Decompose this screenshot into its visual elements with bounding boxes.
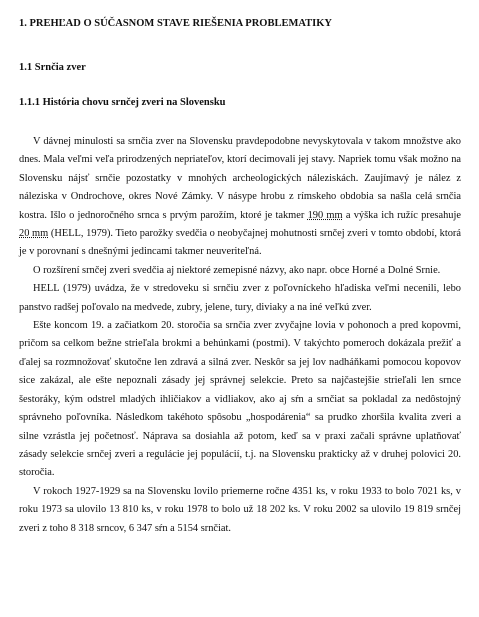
subsection-heading: 1.1.1 História chovu srnčej zveri na Slovensku bbox=[19, 97, 226, 108]
paragraph-place-names: O rozšírení srnčej zveri svedčia aj niektoré zemepisné názvy, ako napr. obce Horné a Dolné Srnie. bbox=[33, 264, 441, 276]
section-heading: 1.1 Srnčia zver bbox=[19, 62, 86, 73]
paragraph-middle-ages: HELL (1979) uvádza, že v stredoveku si srnčiu zver z poľovníckeho hľadiska veľmi necenili, lebo panstvo radšej poľovalo na medvede, zubry, jelene, tury, diviaky a na iné veľkú zver. bbox=[19, 283, 461, 313]
paragraph-hunting-practices: Ešte koncom 19. a začiatkom 20. storočia sa srnčia zver zvyčajne lovia v pohonoch a pred kopovmi, pričom sa celkom bežne strieľala brokmi a behúnkami (postmi). V takýchto pomeroch dokázala prežiť a ďalej sa rozmnožovať skutočne len zdravá a silná zver. Neskôr sa jej lov nadháňkami pomocou kopovov sice zakázal, ale ešte nepoznali zásady jej správnej selekcie. Preto sa najčastejšie strieľali len srnce šestoráky, kým odstrel mladých ihličiakov a vidliakov, ako aj sŕn a srnčiat sa pokladal za nedôstojný správneho poľovníka. Následkom takéhoto spôsobu „hospodárenia“ sa prudko zhoršila kvalita zveri a silne vzrástla jej početnosť. Náprava sa dosiahla až potom, keď sa v praxi začali správne uplatňovať zásady selekcie srnčej zveri a regulácie jej populácií, t.j. na Slovensku prakticky až v druhej polovici 20. storočia. bbox=[19, 320, 461, 479]
paragraph-text: V dávnej minulosti sa srnčia zver na Slovensku pravdepodobne nevyskytovala v takom množstve ako dnes. Mala veľmi veľa prirodzených nepriateľov, ktorí decimovali jej stavy. Napriek tomu však možno na Slovensku nájsť srnčie pozostatky v mnohých archeologických náleziskách. Zaujímavý je nález z náleziska v Ondrochove, okres Nové Zámky. V násype hrobu z rímskeho obdobia sa našla celá srnčia kostra. Išlo o jednoročného srnca s prvým parožím, ktoré je takmer bbox=[19, 136, 461, 221]
paragraph-text: a výška ich ružíc presahuje bbox=[342, 209, 461, 221]
paragraph-text: (HELL, 1979). Tieto parožky svedčia o neobyčajnej mohutnosti srnčej zveri v tomto období, ktorá je v porovnaní s dnešnými jedincami takmer neuveriteľná. bbox=[19, 228, 462, 258]
measurement-value: 20 mm bbox=[19, 228, 49, 240]
chapter-heading: 1. PREHĽAD O SÚČASNOM STAVE RIEŠENIA PROBLEMATIKY bbox=[19, 18, 333, 29]
measurement-value: 190 mm bbox=[307, 209, 343, 221]
paragraph-history bbox=[19, 133, 461, 262]
paragraph-hunting-statistics: V rokoch 1927-1929 sa na Slovensku lovilo priemerne ročne 4351 ks, v roku 1933 to bolo 7021 ks, v roku 1973 sa ulovilo 13 810 ks, v roku 1978 to bolo už 18 202 ks. V roku 2002 sa ulovilo 19 819 srnčej zveri z toho 8 318 srncov, 6 347 sŕn a 5154 srnčiat. bbox=[19, 485, 461, 534]
body-text bbox=[19, 133, 461, 538]
